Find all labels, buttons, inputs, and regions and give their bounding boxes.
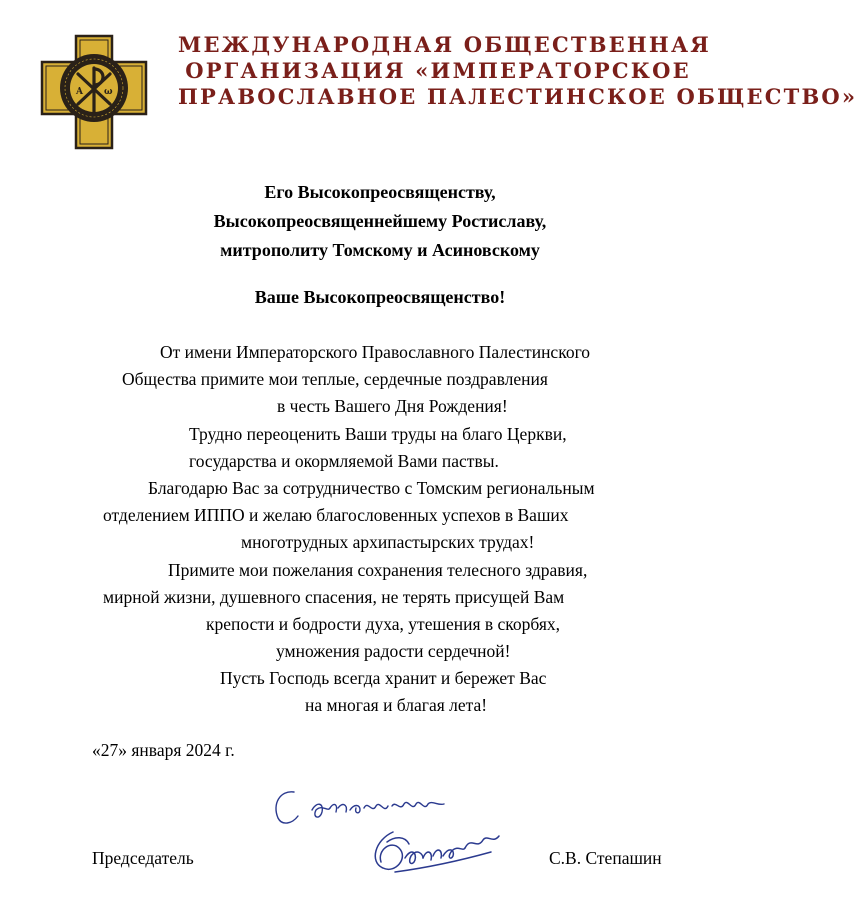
greeting: Ваше Высокопреосвященство! bbox=[254, 287, 506, 307]
body-line: мирной жизни, душевного спасения, не терять присущей Вам bbox=[103, 587, 565, 607]
body-line: Общества примите мои теплые, сердечные поздравления bbox=[122, 369, 548, 389]
org-title-line: ОРГАНИЗАЦИЯ «ИМПЕРАТОРСКОЕ bbox=[185, 58, 691, 83]
body-line: Трудно переоценить Ваши труды на благо Церкви, bbox=[189, 424, 567, 444]
body-line: От имени Императорского Православного Палестинского bbox=[160, 342, 591, 362]
signer-position: Председатель bbox=[92, 848, 194, 868]
body-line: крепости и бодрости духа, утешения в скорбях, bbox=[206, 614, 561, 634]
addressee-line: Его Высокопреосвященству, bbox=[264, 182, 496, 202]
letter-date: «27» января 2024 г. bbox=[92, 740, 235, 760]
svg-text:A: A bbox=[76, 87, 83, 97]
chi-rho-cross-emblem-icon bbox=[40, 34, 148, 150]
org-title-line: МЕЖДУНАРОДНАЯ ОБЩЕСТВЕННАЯ bbox=[178, 32, 711, 57]
body-line: на многая и благая лета! bbox=[305, 695, 488, 715]
org-title-line: ПРАВОСЛАВНОЕ ПАЛЕСТИНСКОЕ ОБЩЕСТВО» bbox=[178, 84, 857, 109]
addressee-block bbox=[100, 178, 660, 265]
body-line: государства и окормляемой Вами паствы. bbox=[189, 451, 499, 471]
handwritten-signature-icon bbox=[365, 822, 505, 882]
addressee-line: Высокопреосвященнейшему Ростиславу, bbox=[213, 211, 547, 231]
body-line: Пусть Господь всегда хранит и бережет Вас bbox=[220, 668, 547, 688]
signer-name: С.В. Степашин bbox=[549, 848, 662, 868]
body-line: Примите мои пожелания сохранения телесного здравия, bbox=[168, 560, 588, 580]
organization-title bbox=[178, 32, 857, 110]
body-line: отделением ИППО и желаю благословенных успехов в Ваших bbox=[103, 505, 569, 525]
addressee-line: митрополиту Томскому и Асиновскому bbox=[220, 240, 540, 260]
body-line: Благодарю Вас за сотрудничество с Томским региональным bbox=[148, 478, 595, 498]
svg-text:ω: ω bbox=[104, 87, 113, 97]
body-line: многотрудных архипастырских трудах! bbox=[241, 532, 535, 552]
body-line: умножения радости сердечной! bbox=[276, 641, 511, 661]
body-line: в честь Вашего Дня Рождения! bbox=[277, 396, 508, 416]
